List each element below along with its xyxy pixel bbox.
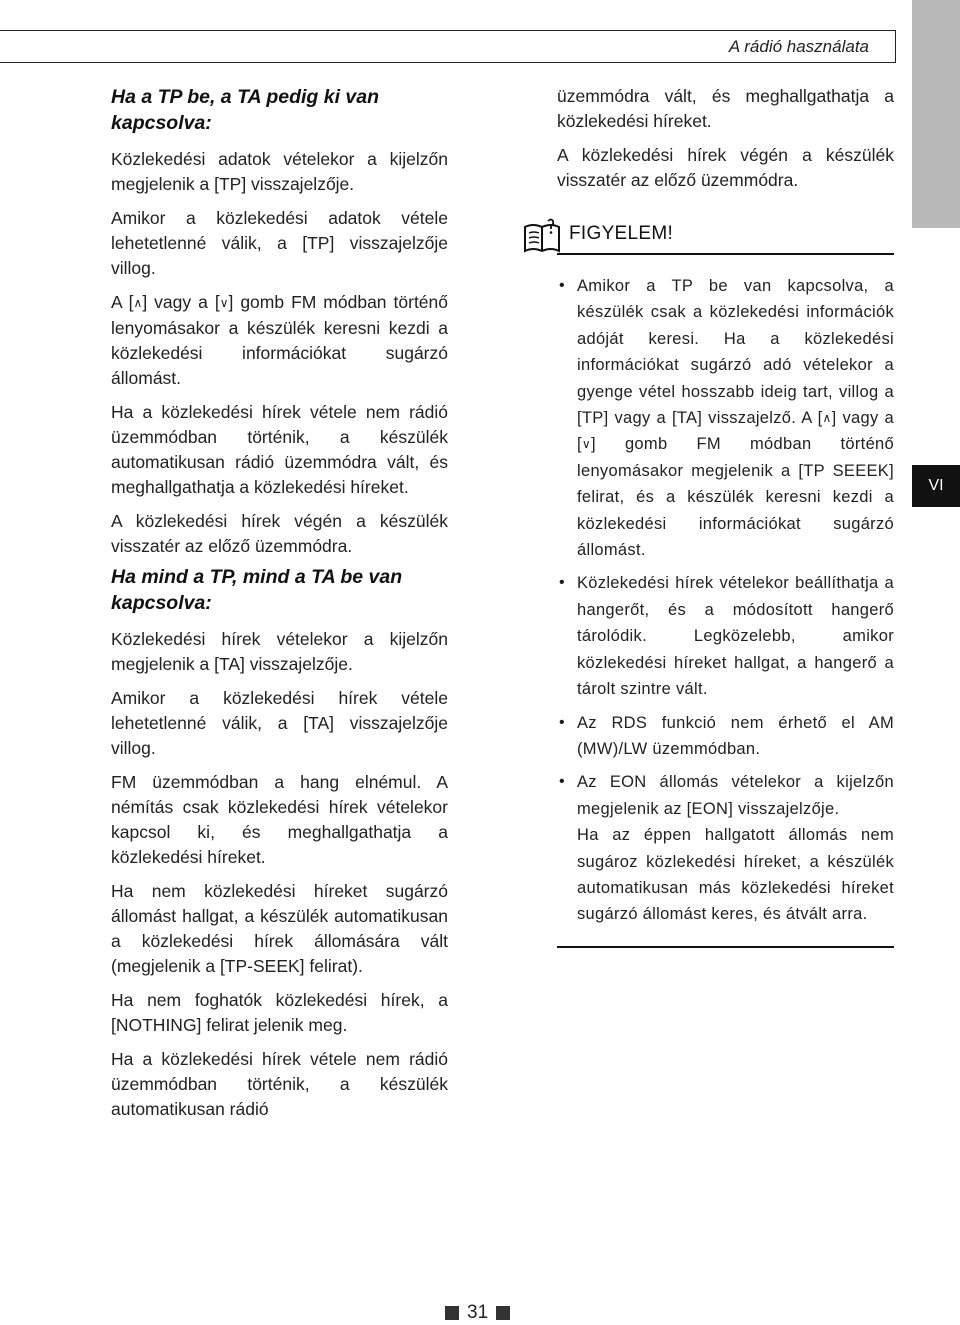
paragraph: Az EON állomás vételekor a kijelzőn megjelenik az [EON] visszajelzője. xyxy=(577,773,894,818)
chapter-tab: VI xyxy=(912,465,960,507)
square-marker-icon xyxy=(496,1306,510,1320)
bullet-icon: • xyxy=(559,773,565,791)
paragraph: Ha nem közlekedési híreket sugárzó állomást hallgat, a készülék automatikusan a közlekedési hírek állomására vált (megjelenik a [TP-SEEK] felirat). xyxy=(111,881,448,976)
list-item xyxy=(557,769,894,927)
paragraph: Ha a közlekedési hírek vétele nem rádió üzemmódban történik, a készülék automatikusan rádió xyxy=(111,1049,448,1119)
paragraph: Ha nem foghatók közlekedési hírek, a [NOTHING] felirat jelenik meg. xyxy=(111,990,448,1035)
thumb-tab-marker xyxy=(912,0,960,228)
text-run: A [ xyxy=(111,292,134,312)
paragraph: üzemmódra vált, és meghallgathatja a közlekedési híreket. xyxy=(557,86,894,131)
page-number: 31 xyxy=(467,1302,489,1323)
up-arrow-icon: ∧ xyxy=(133,296,143,310)
paragraph: Ha az éppen hallgatott állomás nem sugároz közlekedési híreket, a készülék automatikusan más közlekedési híreket sugárzó állomást keres, és átvált arra. xyxy=(577,826,894,924)
bullet-icon: • xyxy=(559,713,565,731)
section-heading: Ha a TP be, a TA pedig ki van kapcsolva: xyxy=(111,86,380,134)
warning-header xyxy=(557,221,894,255)
page-footer xyxy=(445,1302,510,1324)
paragraph: Közlekedési hírek vételekor beállíthatja a hangerőt, és a módosított hangerő tárolódik. Legközelebb, amikor közlekedési híreket hallgat, a hangerő a tárolt szintre vált. xyxy=(577,574,894,699)
paragraph: FM üzemmódban a hang elnémul. A némítás csak közlekedési hírek vételekor kapcsol ki, és meghallgathatja a közlekedési híreket. xyxy=(111,772,448,867)
list-item xyxy=(557,570,894,702)
section-heading: Ha mind a TP, mind a TA be van kapcsolva: xyxy=(111,566,403,614)
paragraph: Az RDS funkció nem érhető el AM (MW)/LW üzemmódban. xyxy=(577,713,894,758)
paragraph xyxy=(111,290,448,391)
down-arrow-icon: ∨ xyxy=(581,437,591,452)
right-column xyxy=(557,84,894,948)
paragraph: Közlekedési adatok vételekor a kijelzőn megjelenik a [TP] visszajelzője. xyxy=(111,149,448,194)
text-run: ] gomb FM módban történő lenyomásakor megjelenik a [TP SEEEK] felirat, és a készülék keresni kezdi a közlekedési információkat sugárzó állomást. xyxy=(577,435,894,560)
open-book-icon xyxy=(521,217,563,255)
down-arrow-icon: ∨ xyxy=(219,296,229,310)
warning-title: FIGYELEM! xyxy=(569,223,674,244)
square-marker-icon xyxy=(445,1306,459,1320)
paragraph xyxy=(577,273,894,563)
text-run: ] vagy a [ xyxy=(142,292,220,312)
bullet-icon: • xyxy=(559,574,565,592)
paragraph: A közlekedési hírek végén a készülék visszatér az előző üzemmódra. xyxy=(111,511,448,556)
section-end-rule xyxy=(557,946,894,948)
running-header xyxy=(0,30,896,63)
text-run: ] gomb FM módban történő lenyomásakor a készülék keresni kezdi a közlekedési információkat sugárzó állomást. xyxy=(111,292,448,388)
paragraph: Amikor a közlekedési adatok vétele lehetetlenné válik, a [TP] visszajelzője villog. xyxy=(111,208,448,278)
bullet-icon: • xyxy=(559,277,565,294)
list-item xyxy=(557,710,894,763)
text-run: ] vagy a [ xyxy=(577,409,894,454)
list-item xyxy=(557,273,894,563)
paragraph: A közlekedési hírek végén a készülék visszatér az előző üzemmódra. xyxy=(557,145,894,190)
header-title: A rádió használata xyxy=(728,37,869,56)
paragraph: Közlekedési hírek vételekor a kijelzőn megjelenik a [TA] visszajelzője. xyxy=(111,629,448,674)
text-run: Amikor a TP be van kapcsolva, a készülék csak a közlekedési információk adóját keresi. Ha a közlekedési információkat sugárzó adó vételekor a gyenge vétel hosszabb ideig tart, villog a [TP] vagy a [TA] visszajelző. A [ xyxy=(577,277,894,428)
warning-list xyxy=(557,273,894,928)
paragraph: Amikor a közlekedési hírek vétele lehetetlenné válik, a [TA] visszajelzője villog. xyxy=(111,688,448,758)
up-arrow-icon: ∧ xyxy=(822,411,832,426)
left-column xyxy=(111,84,448,1131)
paragraph: Ha a közlekedési hírek vétele nem rádió üzemmódban történik, a készülék automatikusan rádió üzemmódra vált, és meghallgathatja a közlekedési híreket. xyxy=(111,402,448,497)
